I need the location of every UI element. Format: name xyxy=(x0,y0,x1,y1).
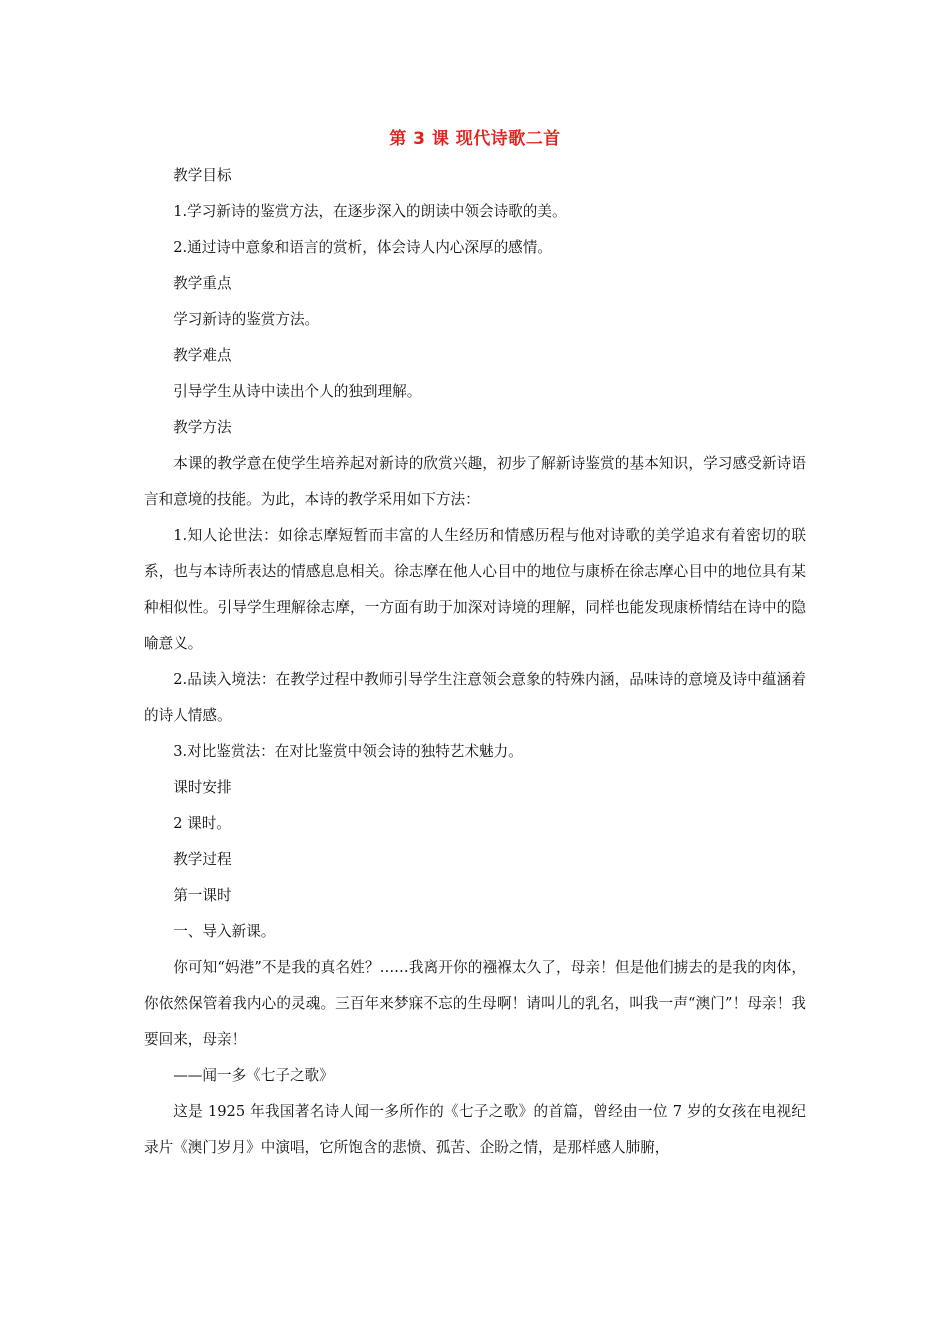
methods-intro: 本课的教学意在使学生培养起对新诗的欣赏兴趣，初步了解新诗鉴赏的基本知识，学习感受新诗语言和意境的技能。为此，本诗的教学采用如下方法： xyxy=(144,455,806,508)
section-heading-objectives: 教学目标 xyxy=(173,167,232,184)
page-title: 第 3 课 现代诗歌二首 xyxy=(389,129,561,149)
section-heading-process: 教学过程 xyxy=(173,851,232,868)
section-heading-methods: 教学方法 xyxy=(173,419,232,436)
section-heading-schedule: 课时安排 xyxy=(173,779,232,796)
method-item-1: 1.知人论世法：如徐志摩短暂而丰富的人生经历和情感历程与他对诗歌的美学追求有着密切的联系，也与本诗所表达的情感息息相关。徐志摩在他人心目中的地位与康桥在徐志摩心目中的地位具有某种相似性。引导学生理解徐志摩，一方面有助于加深对诗境的理解，同样也能发现康桥情结在诗中的隐喻意义。 xyxy=(144,527,806,652)
poem-quote: 你可知“妈港”不是我的真名姓？……我离开你的襁褓太久了，母亲！但是他们掳去的是我的肉体，你依然保管着我内心的灵魂。三百年来梦寐不忘的生母啊！请叫儿的乳名，叫我一声“澳门”！母亲！我要回来，母亲！ xyxy=(144,959,806,1048)
schedule-text: 2 课时。 xyxy=(173,815,231,832)
poem-commentary: 这是 1925 年我国著名诗人闻一多所作的《七子之歌》的首篇，曾经由一位 7 岁的女孩在电视纪录片《澳门岁月》中演唱，它所饱含的悲愤、孤苦、企盼之情，是那样感人肺腑， xyxy=(144,1103,806,1156)
objective-item-1: 1.学习新诗的鉴赏方法，在逐步深入的朗读中领会诗歌的美。 xyxy=(173,203,567,220)
key-points-text: 学习新诗的鉴赏方法。 xyxy=(173,311,320,328)
poem-attribution: ——闻一多《七子之歌》 xyxy=(173,1067,334,1084)
section-heading-difficulties: 教学难点 xyxy=(173,347,232,364)
objective-item-2: 2.通过诗中意象和语言的赏析，体会诗人内心深厚的感情。 xyxy=(173,239,552,256)
document-body xyxy=(144,158,806,1166)
method-item-3: 3.对比鉴赏法：在对比鉴赏中领会诗的独特艺术魅力。 xyxy=(173,743,523,760)
method-item-2: 2.品读入境法：在教学过程中教师引导学生注意领会意象的特殊内涵，品味诗的意境及诗中蕴涵着的诗人情感。 xyxy=(144,671,806,724)
section-heading-key-points: 教学重点 xyxy=(173,275,232,292)
lesson-one-heading: 第一课时 xyxy=(173,887,232,904)
intro-step-heading: 一、导入新课。 xyxy=(173,923,276,940)
difficulties-text: 引导学生从诗中读出个人的独到理解。 xyxy=(173,383,422,400)
